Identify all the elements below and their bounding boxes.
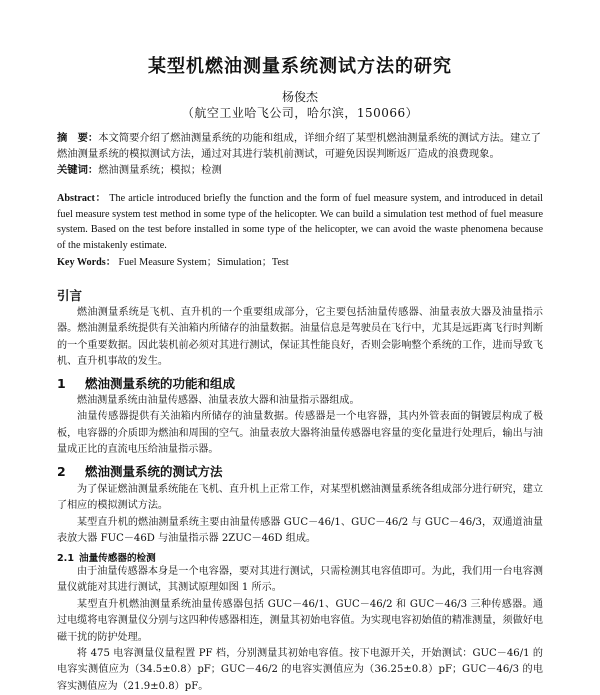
keywords-en-text: Fuel Measure System；Simulation；Test — [118, 257, 289, 268]
author-name: 杨俊杰 — [281, 90, 318, 104]
abstract-cn-label: 摘 要： — [57, 132, 99, 144]
paragraph: 燃油测量系统由油量传感器、油量表放大器和油量指示器组成。 — [77, 395, 360, 406]
paragraph: 为了保证燃油测量系统能在飞机、直升机上正常工作，对某型机燃油测量系统各组成部分进行研究，建立了相应的模拟测试方法。 — [57, 484, 543, 512]
keywords-cn — [57, 162, 543, 178]
section-2-body — [57, 482, 543, 548]
paragraph: 某型直升机燃油测量系统油量传感器包括 GUC－46/1、GUC－46/2 和 GUC－46/3 三种传感器。通过电缆将电容测量仪分别与这四种传感器相连，测量其初始电容值。为实现电容初始值的精准测量，须做好电磁干扰的防护处理。 — [57, 598, 543, 643]
abstract-en-label: Abstract： — [57, 193, 107, 204]
section-heading-intro — [57, 286, 82, 304]
paragraph: 将 475 电容测量仪量程置 PF 档，分别测量其初始电容值。按下电源开关，开始测试：GUC－46/1 的电容实测值应为（34.5±0.8）pF；GUC－46/2 的电容实测值应为（36.25±0.8）pF；GUC－46/3 的电容实测值应为（21.9±0.8）pF。 — [57, 648, 543, 692]
paragraph: 油量传感器提供有关油箱内所储存的油量数据。传感器是一个电容器，其内外管表面的铜镀层构成了极板，电容器的介质即为燃油和周围的空气。油量表放大器将油量传感器电容量的变化量进行处理后，输出与油量成正比的直流电压给油量指示器。 — [57, 411, 543, 456]
paragraph: 某型直升机的燃油测量系统主要由油量传感器 GUC－46/1、GUC－46/2 与 GUC－46/3，双通道油量表放大器 FUC－46D 与油量指示器 2ZUC－46D 组成。 — [57, 516, 543, 545]
paragraph: 由于油量传感器本身是一个电容器，要对其进行测试，只需检测其电容值即可。为此，我们用一台电容测量仪就能对其进行测试，其测试原理如图 1 所示。 — [57, 566, 543, 594]
abstract-cn — [57, 130, 543, 162]
section-intro-title: 引言 — [57, 288, 83, 303]
subsection-2-1-title: 油量传感器的检测 — [79, 553, 156, 564]
keywords-en — [57, 255, 543, 270]
subsection-2-1-body — [57, 564, 543, 695]
keywords-cn-text: 燃油测量系统；模拟；检测 — [98, 164, 222, 176]
subsection-2-1-number: 2.1 — [57, 553, 74, 564]
abstract-en — [57, 191, 543, 253]
paper-title: 某型机燃油测量系统测试方法的研究 — [148, 56, 452, 77]
keywords-en-label: Key Words： — [57, 257, 116, 268]
section-1-title: 燃油测量系统的功能和组成 — [85, 376, 236, 391]
abstract-en-text: The article introduced briefly the function and the form of fuel measure system, and introduced in detail fuel measure system test method in some type of the helicopter. We can build a simulation test method of fuel measure system. Based on the test before installed in some type of the helicopter, we can avoid the waste phenomena because of the mistakenly estimate. — [57, 193, 543, 251]
section-heading-1 — [57, 374, 235, 392]
section-intro-body — [57, 305, 543, 371]
subsection-heading-2-1 — [57, 550, 156, 564]
section-1-body — [57, 393, 543, 459]
keywords-cn-label: 关键词： — [57, 164, 99, 176]
section-2-title: 燃油测量系统的测试方法 — [85, 464, 223, 479]
section-1-number: 1 — [57, 376, 66, 391]
author-affiliation: （航空工业哈飞公司，哈尔滨，150066） — [181, 106, 419, 120]
section-2-number: 2 — [57, 464, 66, 479]
abstract-cn-text: 本文简要介绍了燃油测量系统的功能和组成，详细介绍了某型机燃油测量系统的测试方法。建立了燃油测量系统的模拟测试方法，通过对其进行装机前测试，可避免因误判断返厂造成的浪费现象。 — [57, 132, 541, 160]
section-heading-2 — [57, 462, 223, 480]
paragraph: 燃油测量系统是飞机、直升机的一个重要组成部分，它主要包括油量传感器、油量表放大器及油量指示器。燃油测量系统提供有关油箱内所储存的油量数据。油量信息是驾驶员在飞行中，尤其是远距离飞行时判断的一个重要数据。因此装机前必须对其进行测试，保证其性能良好，否则会影响整个系统的工作，进而导致飞机、直升机事故的发生。 — [57, 307, 543, 368]
